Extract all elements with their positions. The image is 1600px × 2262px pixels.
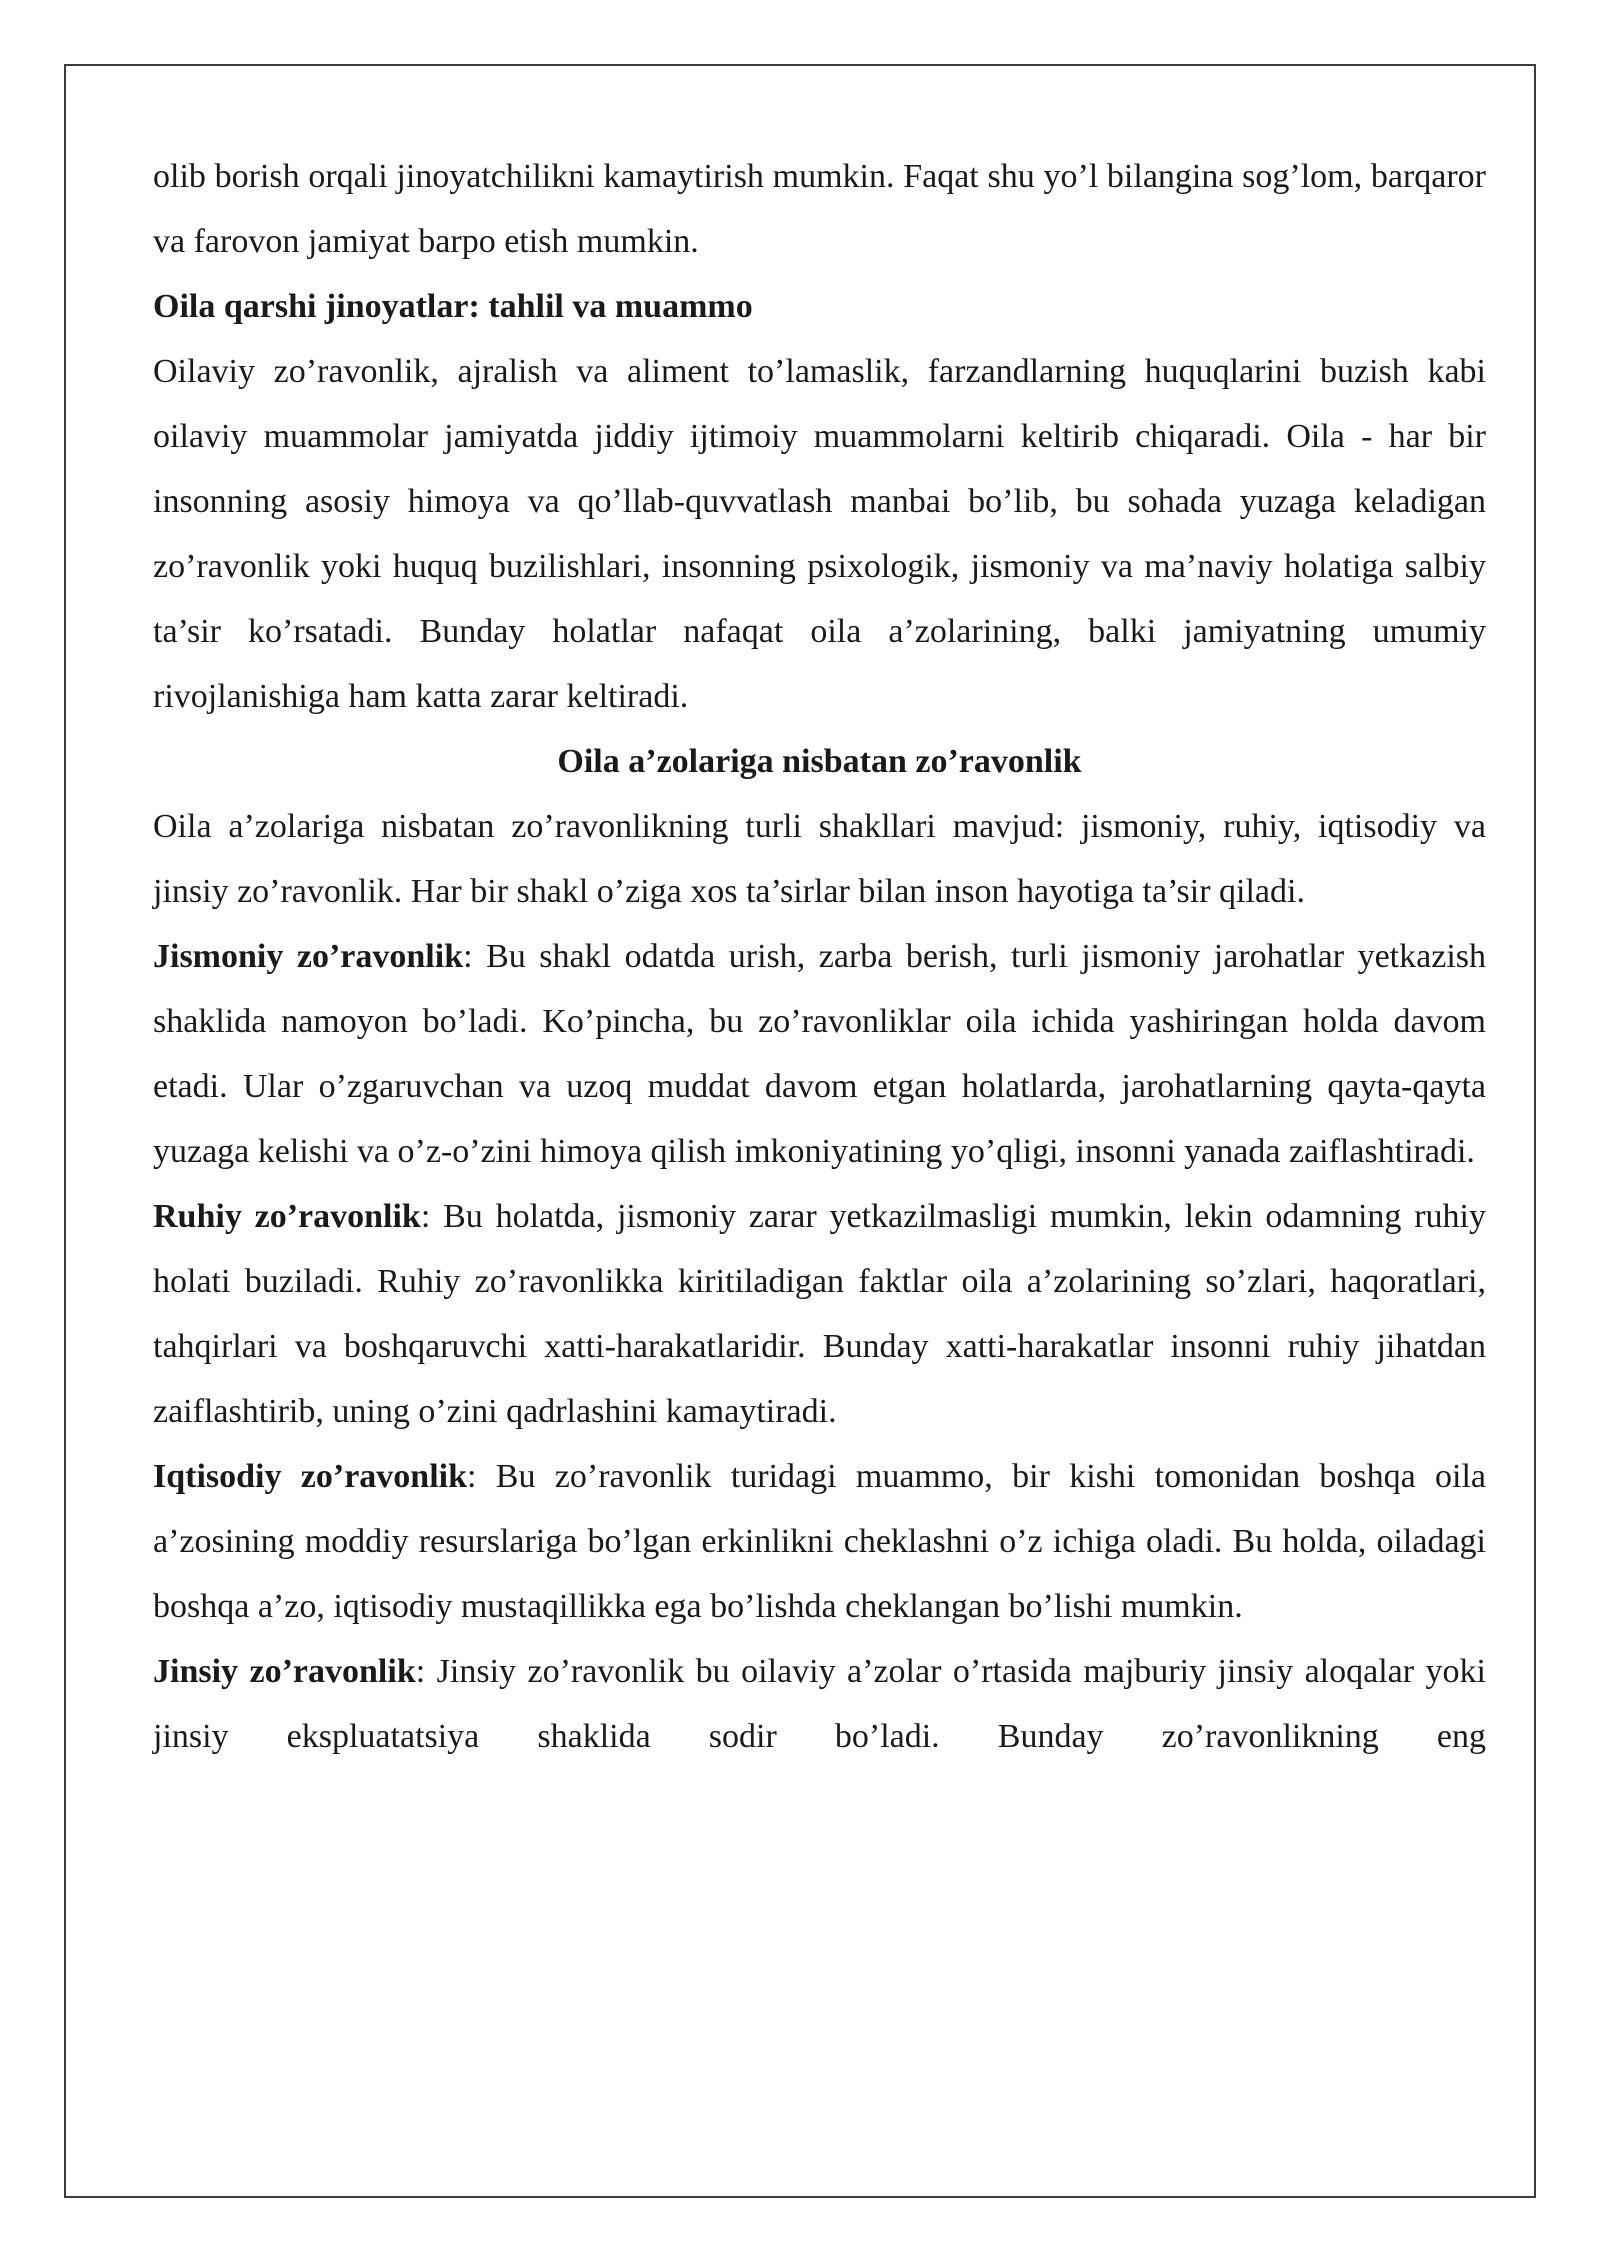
document-body	[153, 144, 1486, 1769]
term-separator: :	[467, 1458, 496, 1495]
paragraph-economic-violence	[153, 1444, 1486, 1639]
term-separator: :	[463, 938, 487, 975]
definition-sexual-violence: Jinsiy zo’ravonlik bu oilaviy a’zolar o’rtasida majburiy jinsiy aloqalar yoki jinsiy ekspluatatsiya shaklida sodir bo’ladi. Bunday zo’ravonlikning eng	[153, 1653, 1486, 1755]
paragraph-violence-forms: Oila a’zolariga nisbatan zo’ravonlikning turli shakllari mavjud: jismoniy, ruhiy, iqtisodiy va jinsiy zo’ravonlik. Har bir shakl o’ziga xos ta’sirlar bilan inson hayotiga ta’sir qiladi.	[153, 808, 1486, 910]
term-psychological-violence: Ruhiy zo’ravonlik	[153, 1198, 421, 1235]
paragraph-intro-continuation: olib borish orqali jinoyatchilikni kamaytirish mumkin. Faqat shu yo’l bilangina sog’lom, barqaror va farovon jamiyat barpo etish mumkin.	[153, 158, 1486, 260]
term-sexual-violence: Jinsiy zo’ravonlik	[153, 1653, 416, 1690]
section-heading: Oila qarshi jinoyatlar: tahlil va muammo	[153, 288, 753, 325]
definition-physical-violence: Bu shakl odatda urish, zarba berish, turli jismoniy jarohatlar yetkazish shaklida namoyon bo’ladi. Ko’pincha, bu zo’ravonliklar oila ichida yashiringan holda davom etadi. Ular o’zgaruvchan va uzoq muddat davom etgan holatlarda, jarohatlarning qayta-qayta yuzaga kelishi va o’z-o’zini himoya qilish imkoniyatining yo’qligi, insonni yanada zaiflashtiradi.	[153, 938, 1486, 1170]
definition-psychological-violence: Bu holatda, jismoniy zarar yetkazilmasligi mumkin, lekin odamning ruhiy holati buziladi. Ruhiy zo’ravonlikka kiritiladigan faktlar oila a’zolarining so’zlari, haqoratlari, tahqirlari va boshqaruvchi xatti-harakatlaridir. Bunday xatti-harakatlar insonni ruhiy jihatdan zaiflashtirib, uning o’zini qadrlashini kamaytiradi.	[153, 1198, 1486, 1430]
paragraph-physical-violence	[153, 924, 1486, 1184]
paragraph-sexual-violence	[153, 1639, 1486, 1769]
term-separator: :	[420, 1198, 444, 1235]
definition-economic-violence: Bu zo’ravonlik turidagi muammo, bir kishi tomonidan boshqa oila a’zosining moddiy resurslariga bo’lgan erkinlikni cheklashni o’z ichiga oladi. Bu holda, oiladagi boshqa a’zo, iqtisodiy mustaqillikka ega bo’lishda cheklangan bo’lishi mumkin.	[153, 1458, 1486, 1625]
subsection-heading: Oila a’zolariga nisbatan zo’ravonlik	[557, 743, 1082, 780]
term-physical-violence: Jismoniy zo’ravonlik	[153, 938, 464, 975]
paragraph-family-problems: Oilaviy zo’ravonlik, ajralish va aliment to’lamaslik, farzandlarning huquqlarini buzish kabi oilaviy muammolar jamiyatda jiddiy ijtimoiy muammolarni keltirib chiqaradi. Oila - har bir insonning asosiy himoya va qo’llab-quvvatlash manbai bo’lib, bu sohada yuzaga keladigan zo’ravonlik yoki huquq buzilishlari, insonning psixologik, jismoniy va ma’naviy holatiga salbiy ta’sir ko’rsatadi. Bunday holatlar nafaqat oila a’zolarining, balki jamiyatning umumiy rivojlanishiga ham katta zarar keltiradi.	[153, 353, 1486, 715]
term-economic-violence: Iqtisodiy zo’ravonlik	[153, 1458, 468, 1495]
paragraph-psychological-violence	[153, 1184, 1486, 1444]
term-separator: :	[415, 1653, 437, 1690]
